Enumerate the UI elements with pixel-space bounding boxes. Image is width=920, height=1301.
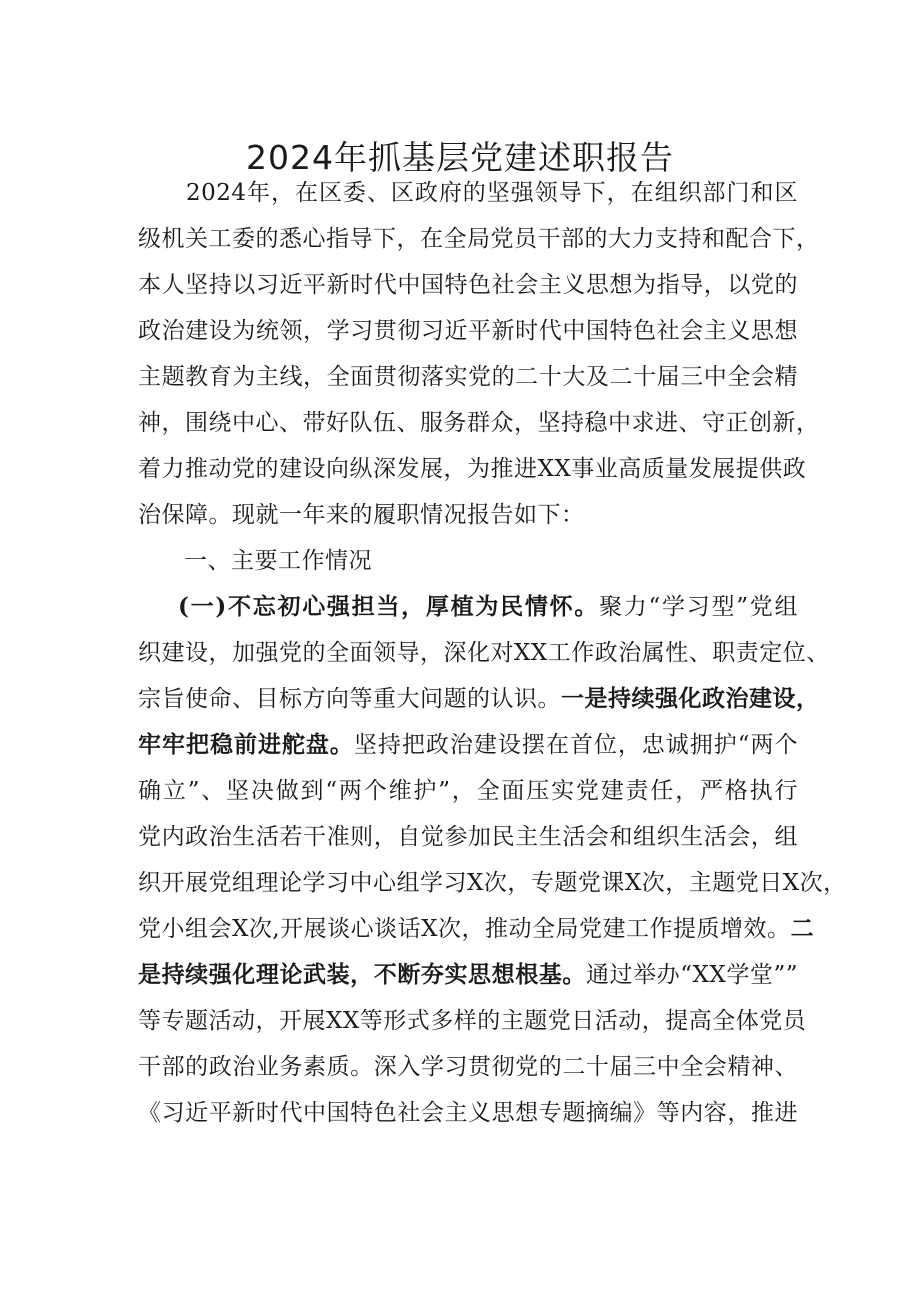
paragraph-line: 主题教育为主线，全面贯彻落实党的二十大及二十届三中全会精: [138, 364, 798, 390]
paragraph-line: 《习近平新时代中国特色社会主义思想专题摘编》等内容，推进: [138, 1100, 798, 1126]
paragraph-line: 级机关工委的悉心指导下，在全局党员干部的大力支持和配合下，: [138, 226, 820, 252]
paragraph-line: 牢牢把稳前进舵盘。坚持把政治建设摆在首位，忠诚拥护“两个: [138, 731, 799, 758]
paragraph-line: 是持续强化理论武装，不断夯实思想根基。通过举办“XX学堂””: [138, 961, 799, 988]
bold-heading: 一是持续强化政治建设，: [561, 685, 820, 712]
bold-heading: 是持续强化理论武装，不断夯实思想根基。: [138, 961, 586, 988]
paragraph-line: 织建设，加强党的全面领导，深化对XX工作政治属性、职责定位、: [138, 640, 830, 666]
paragraph-line: 宗旨使命、目标方向等重大问题的认识。一是持续强化政治建设，: [138, 685, 820, 712]
paragraph-line: 干部的政治业务素质。深入学习贯彻党的二十届三中全会精神、: [138, 1054, 798, 1080]
document-title: 2024年抓基层党建述职报告: [246, 138, 674, 177]
bold-heading: 二: [790, 915, 815, 942]
paragraph-line: 本人坚持以习近平新时代中国特色社会主义思想为指导，以党的: [138, 272, 798, 298]
paragraph-line: 治保障。现就一年来的履职情况报告如下：: [138, 502, 585, 528]
paragraph-line: 政治建设为统领，学习贯彻习近平新时代中国特色社会主义思想: [138, 318, 798, 344]
paragraph-line: 2024年，在区委、区政府的坚强领导下，在组织部门和区: [186, 180, 798, 206]
document-body: [138, 170, 847, 1136]
paragraph-line: 织开展党组理论学习中心组学习X次，专题党课X次，主题党日X次，: [138, 870, 847, 896]
paragraph-line: 神，围绕中心、带好队伍、服务群众，坚持稳中求进、守正创新，: [138, 410, 820, 436]
paragraph-line: 党小组会X次,开展谈心谈话X次，推动全局党建工作提质增效。二: [138, 915, 815, 942]
bold-heading: (一)不忘初心强担当，厚植为民情怀。: [178, 593, 600, 620]
bold-heading: 牢牢把稳前进舵盘。: [138, 731, 354, 758]
paragraph-line: 等专题活动，开展XX等形式多样的主题党日活动，提高全体党员: [138, 1008, 807, 1034]
paragraph-line: 党内政治生活若干准则，自觉参加民主生活会和组织生活会，组: [138, 824, 798, 850]
section-heading: 一、主要工作情况: [184, 548, 372, 574]
paragraph-line: 确立”、坚决做到“两个维护”，全面压实党建责任，严格执行: [138, 778, 798, 804]
paragraph-line: (一)不忘初心强担当，厚植为民情怀。聚力“学习型”党组: [178, 593, 798, 620]
paragraph-line: 着力推动党的建设向纵深发展，为推进XX事业高质量发展提供政: [138, 456, 807, 482]
